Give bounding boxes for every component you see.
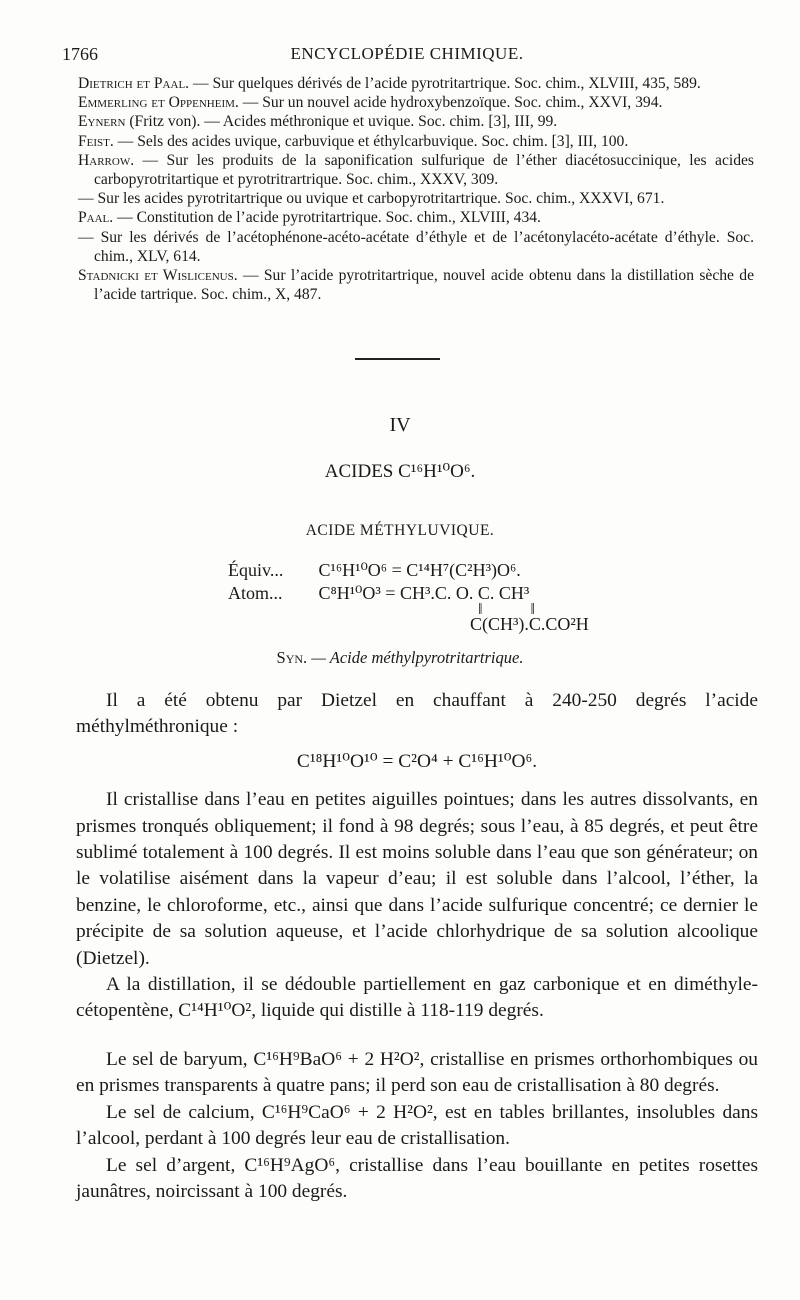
paragraph: Il a été obtenu par Dietzel en chauffant à 240-250 degrés l’acide méthylméthronique : [76,690,758,738]
atom-formula-line2: C(CH³).C.CO²H [470,614,589,634]
reference-authors: Emmerling et Oppenheim. [78,94,239,112]
reference-item [78,208,754,227]
atom-formula-bonds: ‖ ‖ [478,601,535,618]
reference-item [78,228,754,266]
reference-authors: Feist. [78,132,114,150]
synonym-text: — Acide méthylpyrotritartrique. [311,648,524,667]
reference-text: — Sur les produits de la saponification sulfurique de l’éther diacétosuccinique, les acides carbopyrotritartique et pyrotritrartrique. Soc. chim., XXXV, 309. [94,151,754,189]
body-text [76,688,758,1205]
synonym-label: Syn. [276,648,308,667]
atom-label: Atom... [228,583,283,603]
section-number: IV [389,414,411,436]
synonym-line [0,648,800,668]
atom-formula-line1: C⁸H¹⁰O³ = CH³.C. O. C. CH³ [318,583,530,603]
paragraph: Le sel de calcium, C¹⁶H⁹CaO⁶ + 2 H²O², est en tables brillantes, insolubles dans l’alcool, perdant à 100 degrés leur eau de cristallisation. [76,1101,758,1150]
reference-text: — Sur l’acide pyrotritartrique, nouvel acide obtenu dans la distillation sèche de l’acide tartrique. Soc. chim., X, 487. [94,267,754,304]
reference-text: — Sur quelques dérivés de l’acide pyrotritartrique. Soc. chim., XLVIII, 435, 589. [192,75,701,92]
reference-text: — Sur les dérivés de l’acétophénone-acéto-acétate d’éthyle et de l’acétonylacéto-acétate d’éthyle. Soc. chim., XLV, 614. [78,228,754,265]
paragraph: Le sel d’argent, C¹⁶H⁹AgO⁶, cristallise dans l’eau bouillante en petites rosettes jaunâtres, noircissant à 100 degrés. [76,1154,758,1202]
reference-text: — Constitution de l’acide pyrotritartrique. Soc. chim., XLVIII, 434. [117,209,541,227]
bibliography [78,74,754,304]
paragraph: A la distillation, il se dédouble partiellement en gaz carbonique et en diméthyle-cétopentène, C¹⁴H¹⁰O², liquide qui distille à 118-119 degrés. [76,974,758,1022]
equiv-formula: C¹⁶H¹⁰O⁶ = C¹⁴H⁷(C²H³)O⁶. [318,560,521,580]
page-number: 1766 [62,44,98,64]
reference-item [78,266,754,304]
page-header [62,44,752,68]
reference-item [78,112,754,131]
section-title: ACIDES C¹⁶H¹⁰O⁶. [324,461,476,482]
section-divider [355,358,440,360]
equiv-label: Équiv... [228,560,284,580]
reference-text: — Sur les acides pyrotritartrique ou uvique et carbopyrotritartrique. Soc. chim., XXXVI, 671. [78,190,665,208]
paragraph: Le sel de baryum, C¹⁶H⁹BaO⁶ + 2 H²O², cristallise en prismes orthorhombiques ou en prismes transparents à quatre pans; il perd son eau de cristallisation à 80 degrés. [76,1048,758,1097]
reference-authors: Eynern [78,113,126,131]
equation: C¹⁸H¹⁰O¹⁰ = C²O⁴ + C¹⁶H¹⁰O⁶. [296,750,538,772]
reference-text: (Fritz von). — Acides méthronique et uvique. Soc. chim. [3], III, 99. [129,113,558,131]
compound-title: ACIDE MÉTHYLUVIQUE. [305,522,495,539]
reference-text: — Sels des acides uvique, carbuvique et éthylcarbuvique. Soc. chim. [3], III, 100. [117,132,629,150]
reference-authors: Stadnicki et Wislicenus. [78,267,238,285]
reference-item [78,151,754,189]
reference-authors: Dietrich et Paal. [78,75,190,92]
reference-authors: Harrow. [78,151,135,169]
reference-text: — Sur un nouvel acide hydroxybenzoïque. Soc. chim., XXVI, 394. [242,94,663,112]
reference-item [78,93,754,112]
reference-item [78,132,754,151]
running-title: ENCYCLOPÉDIE CHIMIQUE. [290,44,524,63]
paragraph: Il cristallise dans l’eau en petites aiguilles pointues; dans les autres dissolvants, en prismes tronqués obliquement; il fond à 98 degrés; sous l’eau, à 85 degrés, et peut être sublimé totalement à 100 degrés. Il est moins soluble dans l’eau que son générateur; on le volatilise aisément dans la vapeur d’eau; il est soluble dans l’alcool, l’éther, la benzine, le chloroforme, etc., ainsi que dans l’acide sulfurique concentré; ce dernier le précipite de sa solution aqueuse, et l’acide chlorhydrique de sa solution alcoolique (Dietzel). [76,789,758,969]
equiv-formula-row [228,560,521,581]
reference-item [78,189,754,208]
reference-authors: Paal. [78,209,114,227]
reference-item [78,74,754,93]
